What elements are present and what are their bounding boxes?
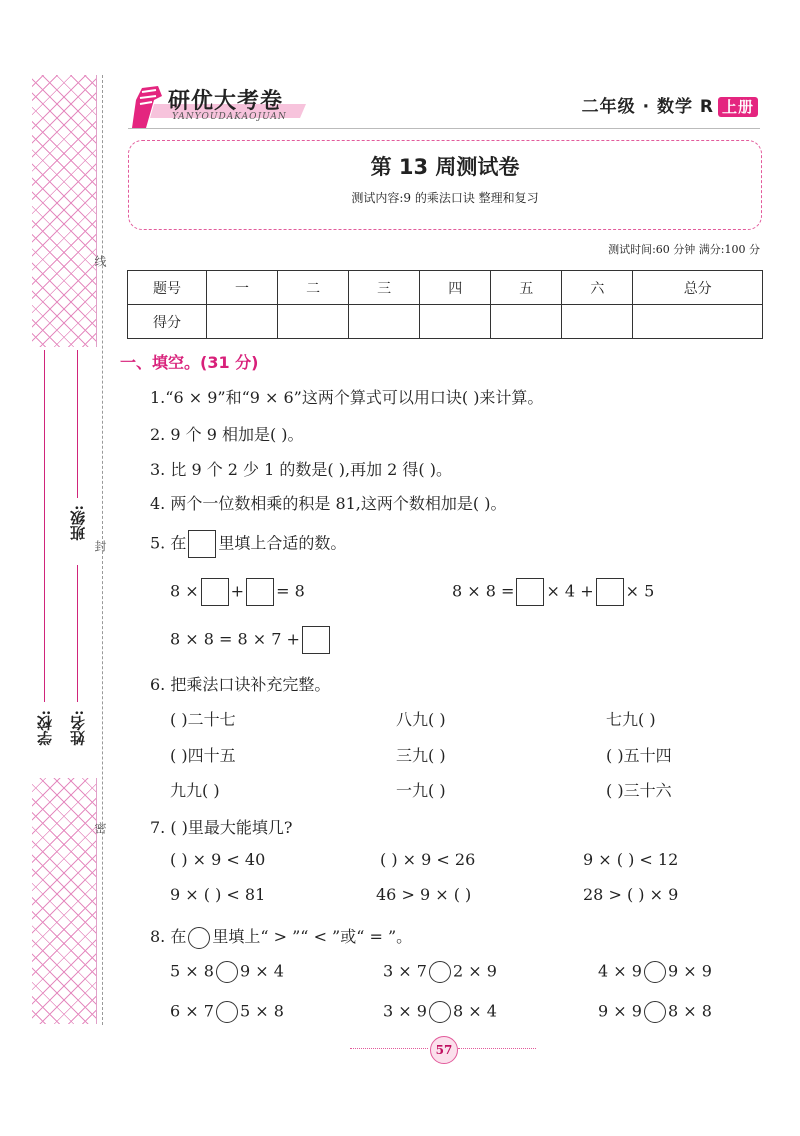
volume-badge: 上册 — [718, 97, 758, 117]
q6-item[interactable]: ( )二十七 — [170, 710, 236, 729]
compare-circle[interactable] — [216, 1001, 238, 1023]
q7-item[interactable]: 28 > ( ) × 9 — [583, 885, 679, 904]
question-2: 2. 9 个 9 相加是( )。 — [150, 425, 304, 444]
time-info: 测试时间:60 分钟 满分:100 分 — [608, 243, 760, 256]
compare-circle[interactable] — [216, 961, 238, 983]
q8-item: 6 × 7 5 × 8 — [170, 1001, 284, 1023]
question-5: 5. 在 里填上合适的数。 — [150, 530, 346, 558]
q5-equation-2: 8 × 8 = × 4 + × 5 — [452, 578, 654, 606]
score-cell[interactable] — [633, 305, 763, 339]
name-field[interactable] — [77, 565, 78, 702]
header-divider — [128, 128, 760, 129]
grade-subject: 二年级 · 数学 R 上册 — [582, 92, 758, 117]
q6-item[interactable]: 一九( ) — [396, 781, 446, 800]
q6-item[interactable]: ( )五十四 — [606, 746, 672, 765]
score-header-cell: 四 — [420, 271, 491, 305]
question-4: 4. 两个一位数相乘的积是 81,这两个数相加是( )。 — [150, 494, 507, 513]
q8-item: 9 × 9 8 × 8 — [598, 1001, 712, 1023]
mark-secret: 密 — [93, 822, 107, 834]
q7-item[interactable]: 9 × ( ) < 81 — [170, 885, 266, 904]
name-label: 姓名: — [69, 710, 87, 746]
q8-item: 5 × 8 9 × 4 — [170, 961, 284, 983]
page-number: 57 — [430, 1036, 458, 1064]
q8-item: 3 × 9 8 × 4 — [383, 1001, 497, 1023]
section-title: 一、填空。(31 分) — [120, 353, 259, 372]
question-7: 7. ( )里最大能填几? — [150, 818, 293, 837]
q7-item[interactable]: 9 × ( ) < 12 — [583, 850, 679, 869]
q6-item[interactable]: ( )三十六 — [606, 781, 672, 800]
q7-item[interactable]: 46 > 9 × ( ) — [376, 885, 472, 904]
q5-equation-3: 8 × 8 = 8 × 7 + — [170, 626, 332, 654]
q5-equation-1: 8 × + = 8 — [170, 578, 305, 606]
score-cell[interactable] — [207, 305, 278, 339]
school-field[interactable] — [44, 350, 45, 702]
score-header-cell: 六 — [562, 271, 633, 305]
score-cell[interactable] — [349, 305, 420, 339]
score-header-cell: 二 — [278, 271, 349, 305]
compare-circle[interactable] — [429, 1001, 451, 1023]
answer-box[interactable] — [201, 578, 229, 606]
q6-item[interactable]: 七九( ) — [606, 710, 656, 729]
brand-logo — [128, 80, 308, 130]
score-cell[interactable] — [491, 305, 562, 339]
q6-item[interactable]: 九九( ) — [170, 781, 220, 800]
score-header-cell: 三 — [349, 271, 420, 305]
margin-pattern-bottom — [32, 778, 97, 1024]
test-content: 测试内容:9 的乘法口诀 整理和复习 — [351, 191, 539, 205]
logo-subtext: YANYOUDAKAOJUAN — [172, 112, 287, 122]
margin-pattern-top — [32, 75, 97, 347]
score-row-label: 得分 — [128, 305, 207, 339]
question-8: 8. 在 里填上“ > ”“ < ”或“ = ”。 — [150, 924, 412, 949]
page-number-rule-left — [350, 1048, 428, 1049]
q8-item: 4 × 9 9 × 9 — [598, 961, 712, 983]
score-header-cell: 总分 — [633, 271, 763, 305]
score-cell[interactable] — [562, 305, 633, 339]
score-header-cell: 五 — [491, 271, 562, 305]
score-cell[interactable] — [420, 305, 491, 339]
score-header-row — [128, 271, 763, 305]
answer-box[interactable] — [302, 626, 330, 654]
answer-box — [188, 530, 216, 558]
page-title: 第 13 周测试卷 — [370, 155, 520, 179]
class-label: 班级: — [69, 505, 87, 541]
title-box — [128, 140, 762, 230]
question-1: 1.“6 × 9”和“9 × 6”这两个算式可以用口诀( )来计算。 — [150, 388, 544, 407]
question-6: 6. 把乘法口诀补充完整。 — [150, 675, 331, 694]
class-field[interactable] — [77, 350, 78, 498]
school-label: 学校: — [36, 710, 54, 746]
score-header-cell: 题号 — [128, 271, 207, 305]
compare-circle[interactable] — [644, 961, 666, 983]
score-table — [127, 270, 763, 339]
score-cell[interactable] — [278, 305, 349, 339]
page-number-rule-right — [458, 1048, 536, 1049]
mark-line: 线 — [93, 255, 107, 267]
q8-item: 3 × 7 2 × 9 — [383, 961, 497, 983]
mark-seal: 封 — [93, 540, 107, 552]
compare-circle[interactable] — [429, 961, 451, 983]
answer-box[interactable] — [246, 578, 274, 606]
q6-item[interactable]: ( )四十五 — [170, 746, 236, 765]
q7-item[interactable]: ( ) × 9 < 40 — [170, 850, 266, 869]
question-3: 3. 比 9 个 2 少 1 的数是( ),再加 2 得( )。 — [150, 460, 452, 479]
q6-item[interactable]: 三九( ) — [396, 746, 446, 765]
answer-box[interactable] — [516, 578, 544, 606]
logo-text: 研优大考卷 — [168, 89, 284, 114]
q7-item[interactable]: ( ) × 9 < 26 — [380, 850, 476, 869]
answer-box[interactable] — [596, 578, 624, 606]
score-row — [128, 305, 763, 339]
compare-circle[interactable] — [644, 1001, 666, 1023]
q6-item[interactable]: 八九( ) — [396, 710, 446, 729]
compare-circle — [188, 927, 210, 949]
score-header-cell: 一 — [207, 271, 278, 305]
